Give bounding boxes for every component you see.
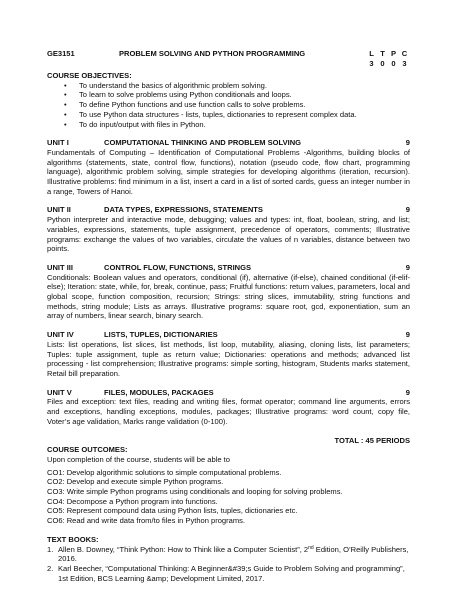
- unit-number: UNIT I: [47, 138, 69, 148]
- textbook-item: [47, 564, 410, 583]
- outcome-item: CO1: Develop algorithmic solutions to simple computational problems.: [47, 467, 282, 477]
- outcomes-heading: COURSE OUTCOMES:: [47, 445, 128, 455]
- textbook-number: 2.: [47, 563, 54, 573]
- ltpc-labels: [366, 49, 410, 59]
- ltpc-value: 0: [380, 59, 385, 68]
- ltpc-label: L: [369, 49, 374, 58]
- unit-content: Conditionals: Boolean values and operators, conditional (if), alternative (if-else), chained conditional (if-elif-else); Iteration: state, while, for, break, continue, pass; Fruitful functions: return values, parameters, local and global scope, function composition, recursion; Strings: string slices, immutability, string functions and methods, string module; Lists as arrays. Illustrative programs: square root, gcd, exponentiation, sum an array of numbers, linear search, binary search.: [47, 272, 410, 321]
- textbook-number: 1.: [47, 544, 54, 554]
- objectives-section: [47, 71, 410, 129]
- total-periods: TOTAL : 45 PERIODS: [334, 435, 410, 445]
- unit-heading: [47, 205, 410, 215]
- unit-content: Fundamentals of Computing – Identification of Computational Problems -Algorithms, building blocks of algorithms (statements, state, control flow, functions), notation (pseudo code, flow chart, programming language), algorithmic problem solving, simple strategies for developing algorithms (iteration, recursion). Illustrative problems: find minimum in a list, insert a card in a list of sorted cards, guess an integer number in a range, Towers of Hanoi.: [47, 147, 410, 196]
- objectives-list: [47, 81, 410, 130]
- textbooks-heading: TEXT BOOKS:: [47, 534, 99, 544]
- unit-number: UNIT II: [47, 205, 71, 215]
- unit-hours: 9: [405, 330, 410, 340]
- unit-title: FILES, MODULES, PACKAGES: [104, 387, 214, 397]
- unit-title: COMPUTATIONAL THINKING AND PROBLEM SOLVING: [104, 138, 302, 148]
- unit-number: UNIT V: [47, 387, 72, 397]
- outcome-item: CO5: Represent compound data using Python lists, tuples, dictionaries etc.: [47, 506, 298, 516]
- outcome-item: CO4: Decompose a Python program into functions.: [47, 496, 218, 506]
- course-code: GE3151: [47, 49, 75, 58]
- unit-number: UNIT III: [47, 262, 73, 272]
- unit-hours: 9: [405, 387, 410, 397]
- unit-title: LISTS, TUPLES, DICTIONARIES: [104, 330, 218, 340]
- ltpc-label: C: [401, 49, 408, 58]
- outcomes-section: [47, 445, 410, 526]
- objective-item: • To understand the basics of algorithmic problem solving.: [64, 81, 410, 91]
- unit-1: [47, 138, 410, 196]
- outcomes-intro: Upon completion of the course, students will be able to: [47, 454, 230, 464]
- objective-item: • To learn to solve problems using Python conditionals and loops.: [64, 90, 410, 100]
- unit-5: [47, 388, 410, 427]
- unit-heading: [47, 263, 410, 273]
- textbook-text: Karl Beecher, “Computational Thinking: A Beginner&#39;s Guide to Problem Solving and programming”, 1st Edition, BCS Learning &amp; Development Limited, 2017.: [58, 563, 405, 583]
- outcome-item: CO3: Write simple Python programs using conditionals and looping for solving problems.: [47, 487, 343, 497]
- textbook-item: [47, 545, 410, 564]
- unit-hours: 9: [405, 138, 410, 148]
- textbook-text: Allen B. Downey, “Think Python: How to Think like a Computer Scientist”, 2: [58, 544, 309, 554]
- textbooks-list: [47, 545, 410, 584]
- textbooks-section: [47, 535, 410, 584]
- syllabus-page: [47, 49, 410, 583]
- ltpc-value: 3: [402, 59, 407, 68]
- unit-hours: 9: [405, 262, 410, 272]
- unit-content: Python interpreter and interactive mode, debugging; values and types: int, float, boolean, string, and list; variables, expressions, statements, tuple assignment, precedence of operators, comments; Illustrative programs: exchange the values of two variables, circulate the values of n variables, distance between two points.: [47, 215, 410, 254]
- objective-item: • To do input/output with files in Python.: [64, 120, 410, 130]
- unit-2: [47, 205, 410, 254]
- course-title: PROBLEM SOLVING AND PYTHON PROGRAMMING: [119, 49, 306, 58]
- textbook-text-continued: Edition, O’Reilly Publishers, 2016.: [58, 544, 409, 564]
- outcome-item: CO2: Develop and execute simple Python programs.: [47, 477, 224, 487]
- unit-number: UNIT IV: [47, 330, 74, 340]
- objectives-heading: COURSE OBJECTIVES:: [47, 71, 132, 80]
- ltpc-values: [366, 59, 410, 69]
- objective-item: • To define Python functions and use function calls to solve problems.: [64, 100, 410, 110]
- unit-3: [47, 263, 410, 321]
- unit-title: CONTROL FLOW, FUNCTIONS, STRINGS: [104, 262, 252, 272]
- objective-item: • To use Python data structures - lists, tuples, dictionaries to represent complex data.: [64, 110, 410, 120]
- unit-heading: [47, 138, 410, 148]
- course-header: [47, 49, 410, 68]
- unit-heading: [47, 330, 410, 340]
- ltpc-value: 0: [391, 59, 396, 68]
- ltpc-label: P: [390, 49, 397, 58]
- unit-4: [47, 330, 410, 379]
- unit-content: Files and exception: text files, reading and writing files, format operator; command line arguments, errors and exceptions, handling exceptions, modules, packages; Illustrative programs: word count, copy file, Voter’s age validation, Marks range validation (0-100).: [47, 397, 410, 426]
- outcome-item: CO6: Read and write data from/to files in Python programs.: [47, 516, 245, 526]
- ltpc-value: 3: [369, 59, 374, 68]
- unit-hours: 9: [405, 205, 410, 215]
- textbook-superscript: nd: [308, 544, 314, 551]
- unit-title: DATA TYPES, EXPRESSIONS, STATEMENTS: [104, 205, 263, 215]
- unit-heading: [47, 388, 410, 398]
- unit-content: Lists: list operations, list slices, list methods, list loop, mutability, aliasing, cloning lists, list parameters; Tuples: tuple assignment, tuple as return value; Dictionaries: operations and methods; advanced list processing - list comprehension; Illustrative programs: simple sorting, histogram, Students marks statement, Retail bill preparation.: [47, 339, 410, 378]
- ltpc-label: T: [380, 49, 385, 58]
